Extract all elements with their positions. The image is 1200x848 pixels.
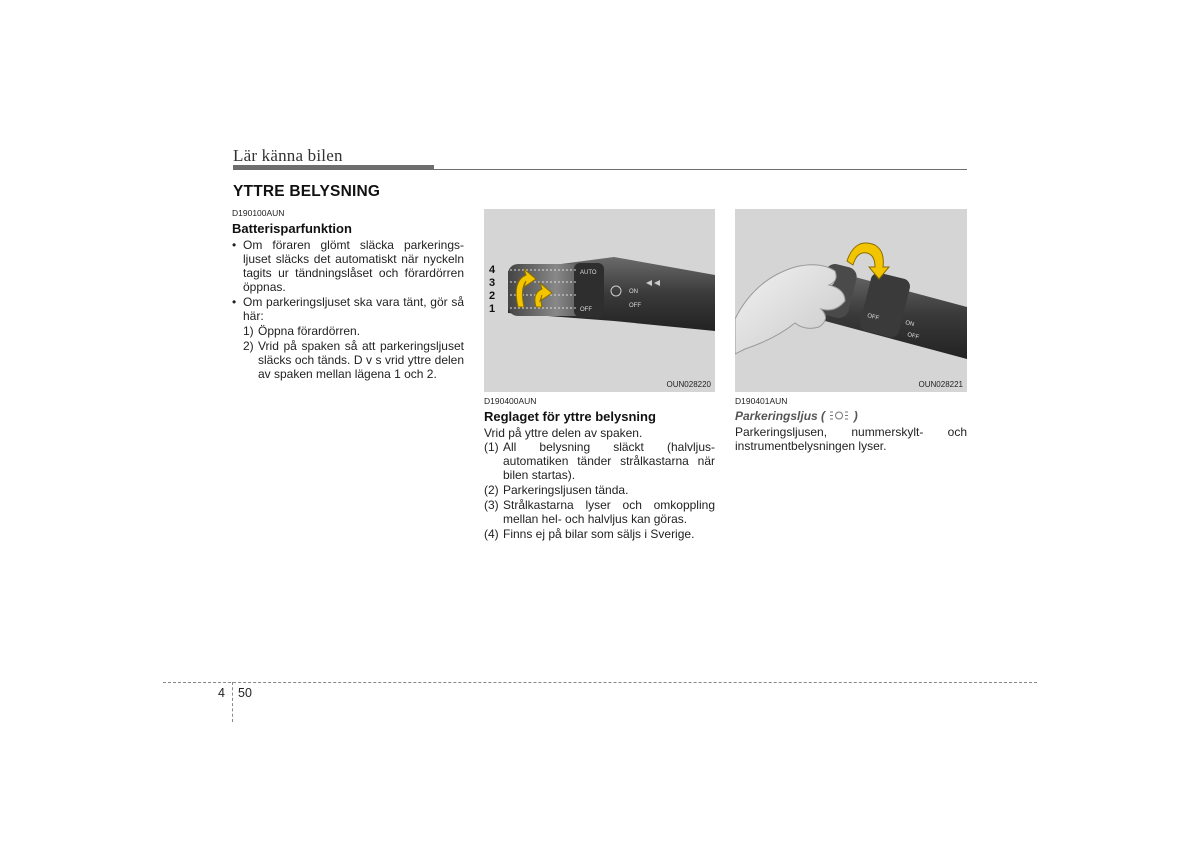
section-title: Lär känna bilen [233, 146, 343, 165]
chapter-number: 4 [218, 686, 225, 700]
battery-saver-section [232, 208, 464, 382]
section-code: D190400AUN [484, 396, 537, 406]
step-number: 2) [243, 339, 254, 353]
parking-light-figure [735, 209, 967, 392]
page-heading: YTTRE BELYSNING [233, 183, 381, 200]
section-code: D190100AUN [232, 208, 285, 218]
light-switch-title: Reglaget för yttre belysning [484, 409, 656, 424]
position-number: (3) [484, 498, 499, 512]
position-number: (4) [484, 527, 499, 541]
parking-light-title-text: Parkeringsljus ( [735, 409, 826, 423]
step-text: Öppna förardörren. [258, 324, 361, 338]
light-switch-intro: Vrid på yttre delen av spaken. [484, 426, 643, 440]
figure-code: OUN028221 [918, 380, 963, 389]
off-label: OFF [580, 307, 592, 313]
header-rule [434, 169, 967, 170]
footer-rule [163, 682, 1037, 683]
position-label-1: 1 [489, 303, 496, 315]
off-label: OFF [866, 313, 880, 322]
position-text: All belysning släckt (halvljus- automatiken tänder strålkastarna när bilen startas). [503, 440, 715, 482]
off-label-2: OFF [629, 303, 641, 309]
position-text: Finns ej på bilar som säljs i Sverige. [503, 527, 695, 541]
position-number: (2) [484, 483, 499, 497]
hand-turning-switch-illustration [735, 209, 967, 392]
position-item [484, 440, 715, 482]
on-label: ON [629, 289, 638, 295]
parking-light-section [735, 396, 967, 453]
position-text: Strålkastarna lyser och omkoppling mellan hel- och halvljus kan göras. [503, 498, 715, 526]
parking-light-icon [828, 410, 850, 421]
hand [735, 265, 845, 354]
bullet-item: • Om parkeringsljuset ska vara tänt, gör så här: [232, 295, 464, 323]
step-item [232, 339, 464, 381]
parking-light-title [735, 409, 967, 423]
page-number: 50 [238, 686, 252, 700]
light-switch-illustration [484, 209, 715, 392]
off-label-2: OFF [906, 332, 920, 341]
figure-code: OUN028220 [666, 380, 711, 389]
parking-light-body: Parkeringsljusen, nummerskylt- och instrumentbelysningen lyser. [735, 425, 967, 453]
position-number: (1) [484, 440, 499, 454]
battery-saver-title: Batterisparfunktion [232, 221, 352, 236]
position-label-2: 2 [489, 290, 496, 302]
auto-label: AUTO [580, 270, 597, 276]
parking-light-title-close: ) [853, 409, 858, 423]
light-switch-section [484, 396, 715, 542]
footer-divider [232, 682, 233, 722]
section-code: D190401AUN [735, 396, 788, 406]
position-item [484, 483, 715, 497]
position-text: Parkeringsljusen tända. [503, 483, 629, 497]
light-switch-figure [484, 209, 715, 392]
step-number: 1) [243, 324, 254, 338]
on-label: ON [904, 320, 915, 329]
position-label-3: 3 [489, 277, 496, 289]
step-item [232, 324, 464, 338]
step-text: Vrid på spaken så att parkeringsljuset släcks och tänds. D v s vrid yttre delen av spaken mellan lägena 1 och 2. [258, 339, 464, 381]
header-bar [233, 165, 434, 170]
position-label-4: 4 [489, 264, 496, 276]
bullet-item: • Om föraren glömt släcka parkerings- ljuset släcks det automatiskt när nyckeln tagits ur tändningslåset och förardörren öppnas. [232, 238, 464, 294]
position-item [484, 498, 715, 526]
position-item [484, 527, 715, 541]
